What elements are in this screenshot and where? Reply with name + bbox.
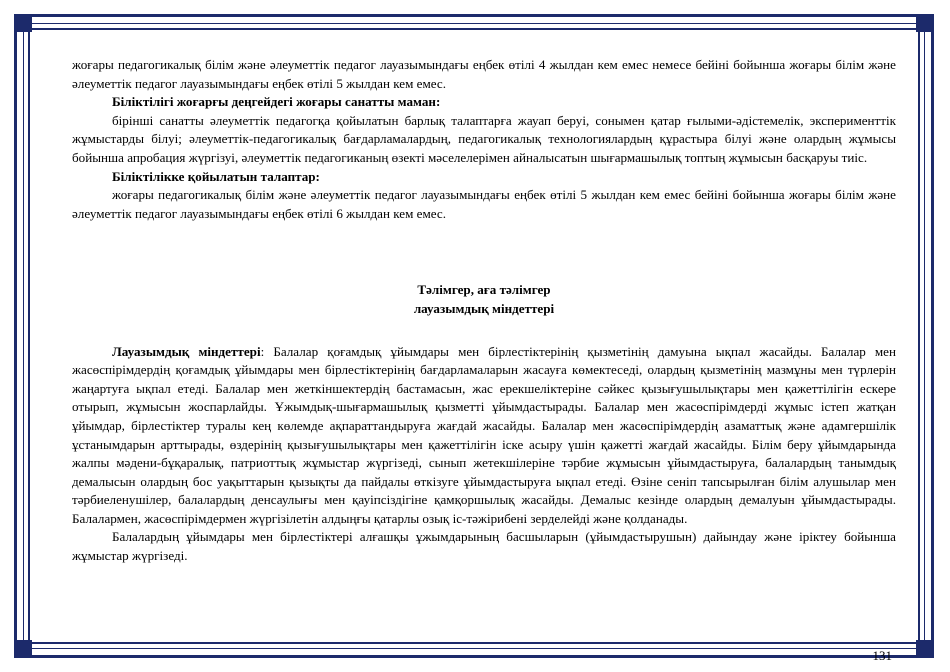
paragraph-experience: жоғары педагогикалық білім және әлеуметтік педагог лауазымындағы еңбек өтілі 4 жылдан кем емес немесе бейіні бойынша жоғары білім және әлеуметтік педагог лауазымындағы еңбек өтілі 5 жылдан кем емес. <box>72 57 896 91</box>
heading-qualification-requirements: Біліктілікке қойылатын талаптар: <box>112 168 320 184</box>
paragraph-qualification-requirements: жоғары педагогикалық білім және әлеуметтік педагог лауазымындағы еңбек өтілі 5 жылдан кем емес бейіні бойынша жоғары білім және әлеуметтік педагог лауазымындағы еңбек өтілі 6 жылдан кем емес. <box>72 187 896 221</box>
paragraph-highest-category: бірінші санатты әлеуметтік педагогқа қойылатын барлық талаптарға жауап беруі, сонымен қатар ғылыми-әдістемелік, эксперименттік жұмыстарды білуі; әлеуметтік-педагогикалық бағдарламалардың, педагогикалық технологиялардың құрастыра білуі және олардың жұмысы бойынша апробация жүргізуі, әлеуметтік педагогиканың өзекті мәселелерімен айналысатын шығармашылық топтың жұмысын басқаруы тиіс. <box>72 112 896 165</box>
border-corner-top-right <box>916 14 934 32</box>
duties-lead: Лауазымдық міндеттері <box>112 343 261 359</box>
duties-text: : Балалар қоғамдық ұйымдары мен бірлестіктерінің қызметінің дамуына ықпал жасайды. Балалар мен жасөспірімдердің қоғамдық ұйымдары мен бірлестіктерінің бағдарламаларын жасауға көмектеседі, олардың қызметінің мазмұны мен түрлерін жаңартуға ықпал етеді. Балалар мен жеткіншектердің бастамасын, жас ерекшеліктеріне сәйкес қызығушылықтары мен қажеттілігін ескере отырып, жұмысын жоспарлайды. Ұжымдық-шығармашылық қызметті ұйымдастырады. Балалар мен жасөспірімдерді жұмыс істеп жатқан ұйымдар, бірлестіктер туралы кең көлемде ақпараттандыруға жағдай жасайды. Балалар мен жасөспірімдердің азаматтық және адамгершілік ұстанымдарын арттырады, өздерінің қызығушылықтары мен қажеттілігін іске асыру үшін қажетті жағдай жасайды. Білім беру ұйымдарында жалпы мәдени-бұқаралық, патриоттық жұмыстар жүргізеді, сынып жетекшілеріне тәрбие жұмысын ұйымдастыруға, балалардың танымдық демалысын олардың бос уақыттарын қызықты да пайдалы өткізуге ұйымдастыруға ықпал етеді. Өзіне сеніп тапсырылған білім алушылар мен тәрбиеленушілер, балалардың денсаулығы мен қауіпсіздігіне қамқоршылық жасайды. Демалыс кезінде олардың демалуын ұйымдастырады. Балалармен, жасөспірімдермен жүргізілетін алдыңғы қатарлы озық іс-тәжірибені зерделейді және қолданады. <box>72 343 897 526</box>
document-body <box>72 56 896 566</box>
section-title-line-2: лауазымдық міндеттері <box>413 300 555 316</box>
paragraph-duties <box>72 343 896 529</box>
heading-highest-category: Біліктілігі жоғарғы деңгейдегі жоғары санатты маман: <box>112 94 441 110</box>
section-title-line-1: Тәлімгер, аға тәлімгер <box>417 282 551 298</box>
border-corner-top-left <box>14 14 32 32</box>
border-corner-bottom-left <box>14 640 32 658</box>
page-number: 131 <box>872 648 892 663</box>
paragraph-last: Балалардың ұйымдары мен бірлестіктері алғашқы ұжымдарының басшыларын (ұйымдастырушын) дайындау және іріктеу бойынша жұмыстар жүргізеді. <box>72 529 896 564</box>
border-corner-bottom-right <box>916 640 934 658</box>
